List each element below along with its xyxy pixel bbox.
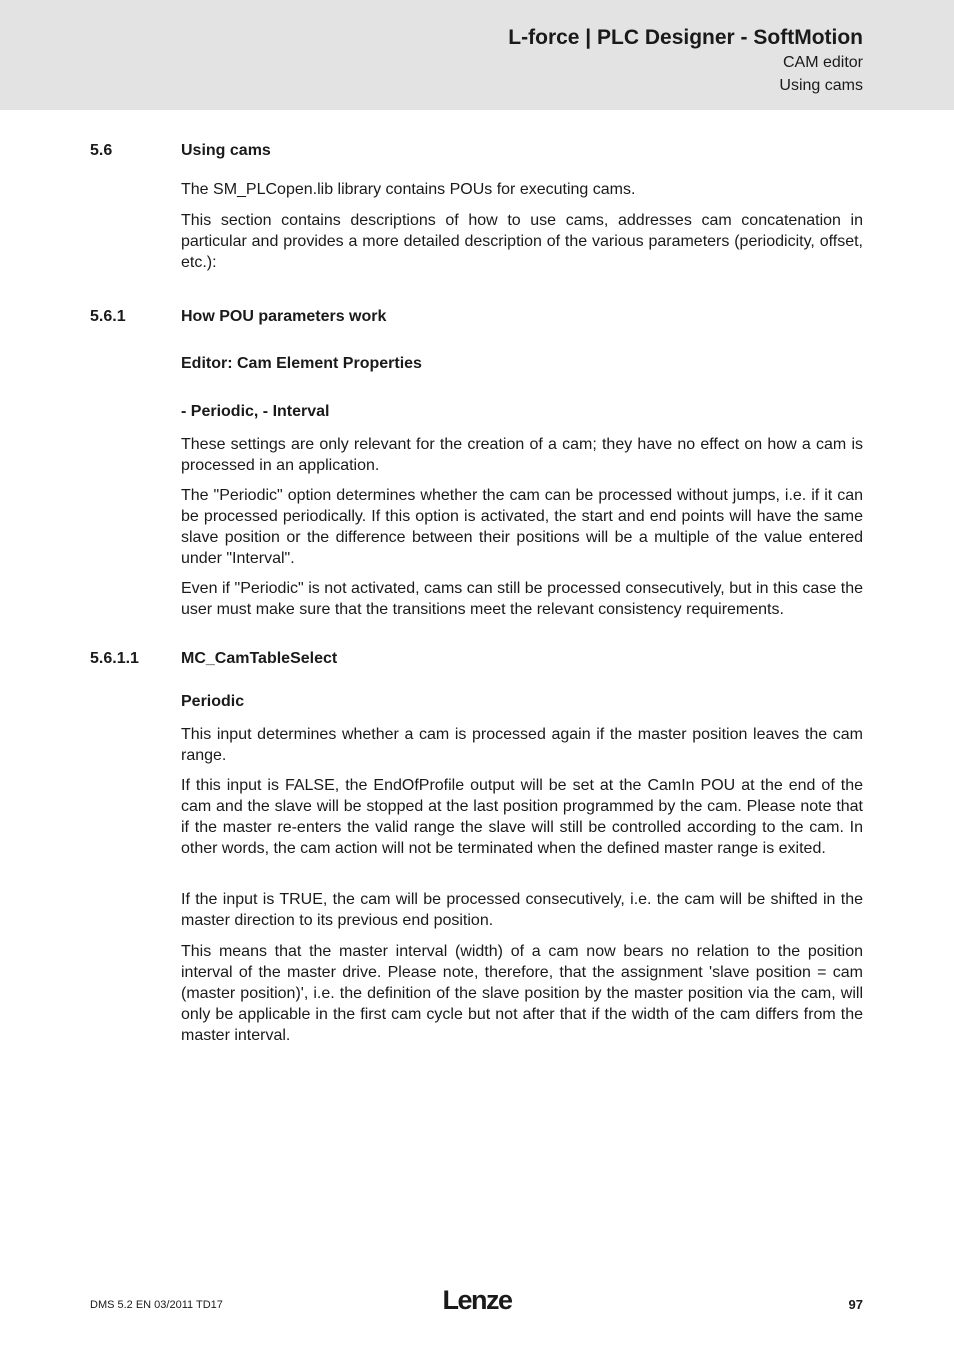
subheading: Periodic bbox=[181, 693, 245, 710]
page-header bbox=[0, 0, 954, 110]
paragraph: This input determines whether a cam is processed again if the master position leaves the cam range. bbox=[181, 726, 863, 764]
chapter-name: CAM editor bbox=[782, 54, 863, 71]
section-title: MC_CamTableSelect bbox=[181, 650, 338, 667]
lenze-logo-text: Lenze bbox=[442, 1286, 512, 1315]
paragraph: This means that the master interval (width) of a cam now bears no relation to the position interval of the master drive. Please note, therefore, that the assignment 'slave position = cam (master position)', i.e. the definition of the slave position by the master position via the cam, will only be applicable in the first cam cycle but not after that if the width of the cam differs from the master interval. bbox=[181, 943, 863, 1044]
subheading: Editor: Cam Element Properties bbox=[181, 355, 422, 372]
section-name: Using cams bbox=[779, 77, 863, 94]
paragraph: If this input is FALSE, the EndOfProfile output will be set at the CamIn POU at the end of the cam and the slave will be stopped at the last position programmed by the cam. Please note that if the master re-enters the valid range the slave will still be controlled according to the cam. In other words, the cam action will not be terminated when the defined master range is exited. bbox=[181, 777, 863, 857]
document-id: DMS 5.2 EN 03/2011 TD17 bbox=[90, 1299, 223, 1311]
paragraph: These settings are only relevant for the creation of a cam; they have no effect on how a cam is processed in an application. bbox=[181, 436, 863, 474]
section-title: How POU parameters work bbox=[181, 308, 387, 325]
paragraph: The "Periodic" option determines whether the cam can be processed without jumps, i.e. if it can be processed periodically. If this option is activated, the start and end points will have the same slave position or the difference between their positions will be a multiple of the value entered under "Interval". bbox=[181, 487, 863, 567]
section-number: 5.6.1.1 bbox=[90, 650, 139, 667]
paragraph: The SM_PLCopen.lib library contains POUs for executing cams. bbox=[181, 181, 636, 198]
paragraph: Even if "Periodic" is not activated, cams can still be processed consecutively, but in this case the user must make sure that the transitions meet the relevant consistency requirements. bbox=[181, 580, 863, 618]
section-number: 5.6 bbox=[90, 142, 113, 159]
paragraph: If the input is TRUE, the cam will be processed consecutively, i.e. the cam will be shifted in the master direction to its previous end position. bbox=[181, 891, 863, 929]
page-number: 97 bbox=[848, 1297, 863, 1312]
document-title: L-force | PLC Designer - SoftMotion bbox=[508, 26, 863, 49]
lenze-logo bbox=[437, 1286, 517, 1316]
subheading: - Periodic, - Interval bbox=[181, 403, 330, 420]
section-number: 5.6.1 bbox=[90, 308, 126, 325]
paragraph: This section contains descriptions of how to use cams, addresses cam concatenation in particular and provides a more detailed description of the various parameters (periodicity, offset, etc.): bbox=[181, 212, 863, 271]
section-title: Using cams bbox=[181, 142, 271, 159]
